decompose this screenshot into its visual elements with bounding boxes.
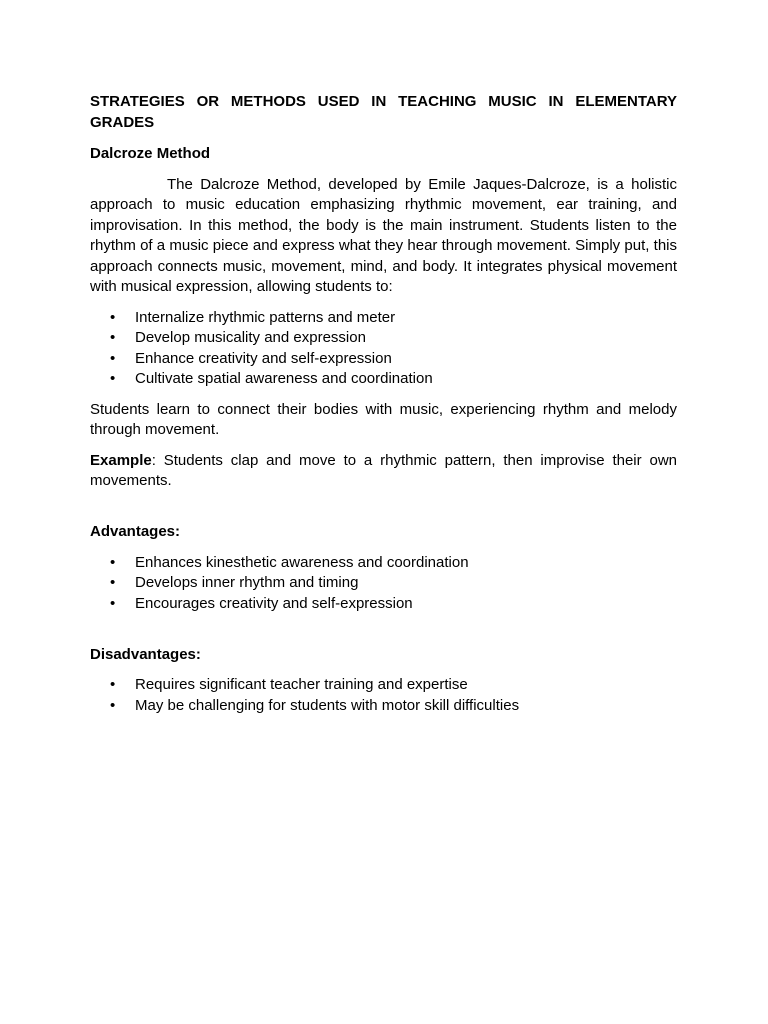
list-item	[90, 349, 677, 370]
list-item	[90, 553, 677, 574]
list-item-text: Internalize rhythmic patterns and meter	[135, 308, 396, 326]
advantages-list	[90, 553, 677, 615]
list-item	[90, 573, 677, 594]
example-text: : Students clap and move to a rhythmic pattern, then improvise their own movements.	[90, 451, 677, 489]
intro-paragraph: The Dalcroze Method, developed by Emile Jaques-Dalcroze, is a holistic approach to music education emphasizing rhythmic movement, ear training, and improvisation. In this method, the body is the main instrument. Students listen to the rhythm of a music piece and express what they hear through movement. Simply put, this approach connects music, movement, mind, and body. It integrates physical movement with musical expression, allowing students to:	[90, 175, 677, 295]
list-item	[90, 675, 677, 696]
list-item-text: Develops inner rhythm and timing	[135, 574, 359, 591]
summary-paragraph: Students learn to connect their bodies with music, experiencing rhythm and melody through movement.	[90, 400, 677, 438]
list-item	[90, 369, 677, 390]
list-item-text: Cultivate spatial awareness and coordination	[135, 370, 433, 387]
document-body	[90, 92, 677, 726]
spacer	[90, 502, 677, 523]
list-item-text: Encourages creativity and self-expression	[135, 594, 413, 612]
list-item-text: Requires significant teacher training and expertise	[135, 676, 468, 693]
disadvantages-heading: Disadvantages:	[90, 645, 201, 663]
example-label: Example	[90, 451, 152, 469]
list-item-text: Enhances kinesthetic awareness and coordination	[135, 553, 469, 571]
disadvantages-list	[90, 675, 677, 716]
bullet-icon: •	[110, 370, 116, 387]
list-item	[90, 328, 677, 349]
bullet-icon: •	[110, 308, 116, 326]
bullet-icon: •	[110, 349, 116, 367]
bullet-icon: •	[110, 676, 116, 693]
list-item-text: May be challenging for students with motor skill difficulties	[135, 696, 520, 714]
bullet-icon: •	[110, 329, 116, 346]
list-item	[90, 308, 677, 329]
list-item-text: Enhance creativity and self-expression	[135, 349, 392, 367]
bullet-icon: •	[110, 696, 116, 714]
bullet-icon: •	[110, 594, 116, 612]
list-item	[90, 696, 677, 717]
example-paragraph	[90, 451, 677, 492]
method-heading: Dalcroze Method	[90, 145, 211, 162]
bullet-icon: •	[110, 553, 116, 571]
advantages-heading: Advantages:	[90, 523, 181, 540]
goals-list	[90, 308, 677, 390]
document-title: STRATEGIES OR METHODS USED IN TEACHING MUSIC IN ELEMENTARY GRADES	[90, 93, 677, 131]
list-item	[90, 594, 677, 615]
bullet-icon: •	[110, 574, 116, 591]
list-item-text: Develop musicality and expression	[135, 329, 366, 346]
spacer	[90, 624, 677, 645]
